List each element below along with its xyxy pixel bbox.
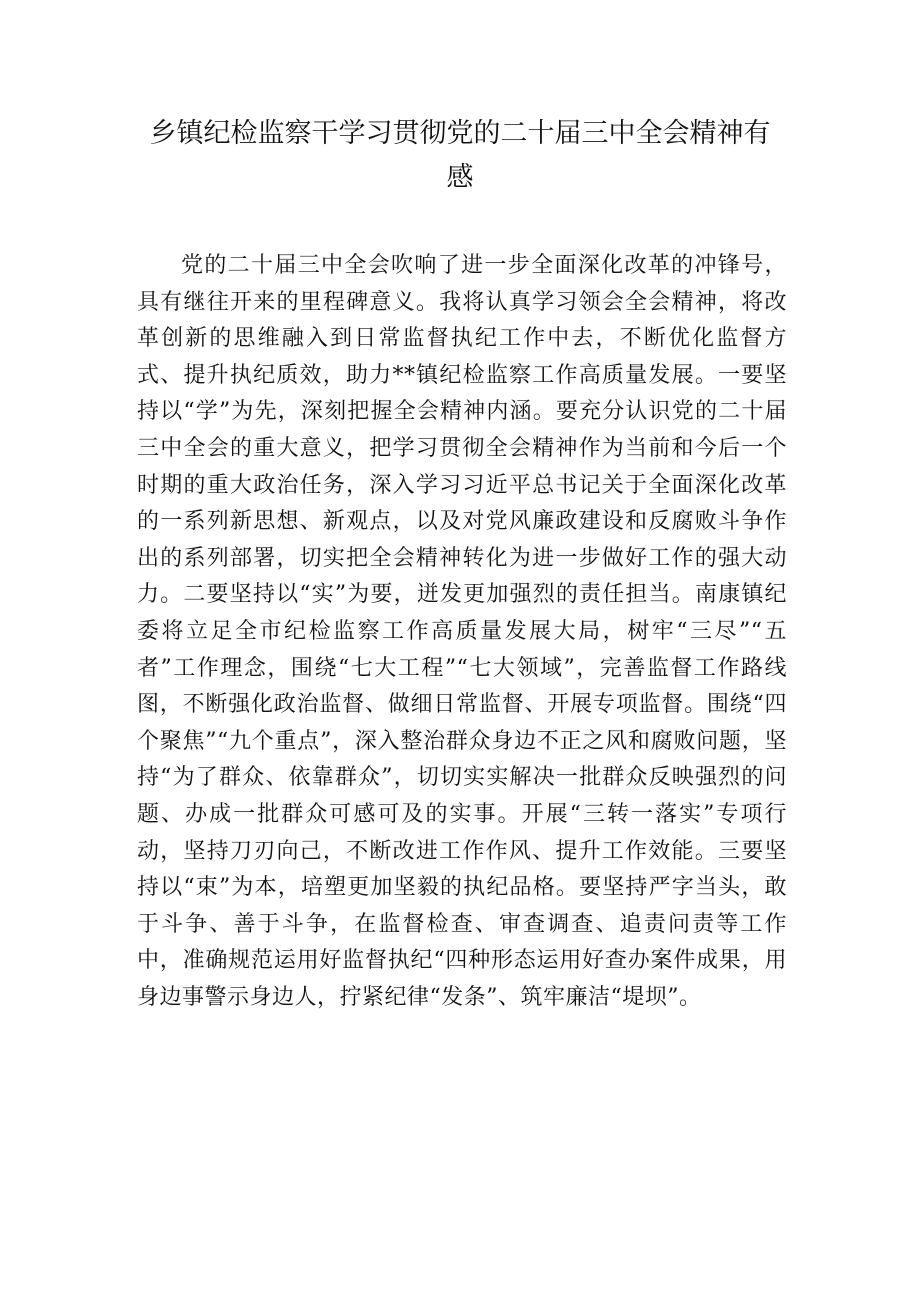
title-line-1: 乡镇纪检监察干学习贯彻党的二十届三中全会精神有 <box>149 118 771 149</box>
title-line-2: 感 <box>446 162 474 193</box>
document-title <box>130 112 790 200</box>
body-paragraph: 党的二十届三中全会吹响了进一步全面深化改革的冲锋号，具有继往开来的里程碑意义。我将认真学习领会全会精神，将改革创新的思维融入到日常监督执纪工作中去，不断优化监督方式、提升执纪质效，助力**镇纪检监察工作高质量发展。一要坚持以“学”为先，深刻把握全会精神内涵。要充分认识党的二十届三中全会的重大意义，把学习贯彻全会精神作为当前和今后一个时期的重大政治任务，深入学习习近平总书记关于全面深化改革的一系列新思想、新观点，以及对党风廉政建设和反腐败斗争作出的系列部署，切实把全会精神转化为进一步做好工作的强大动力。二要坚持以“实”为要，迸发更加强烈的责任担当。南康镇纪委将立足全市纪检监察工作高质量发展大局，树牢“三尽”“五者”工作理念，围绕“七大工程”“七大领域”，完善监督工作路线图，不断强化政治监督、做细日常监督、开展专项监督。围绕“四个聚焦”“九个重点”，深入整治群众身边不正之风和腐败问题，坚持“为了群众、依靠群众”，切切实实解决一批群众反映强烈的问题、办成一批群众可感可及的实事。开展“三转一落实”专项行动，坚持刀刃向己，不断改进工作作风、提升工作效能。三要坚持以“束”为本，培塑更加坚毅的执纪品格。要坚持严字当头，敢于斗争、善于斗争，在监督检查、审查调查、追责问责等工作中，准确规范运用好监督执纪“四种形态运用好查办案件成果，用身边事警示身边人，拧紧纪律“发条”、筑牢廉洁“堤坝”。 <box>137 253 787 1010</box>
